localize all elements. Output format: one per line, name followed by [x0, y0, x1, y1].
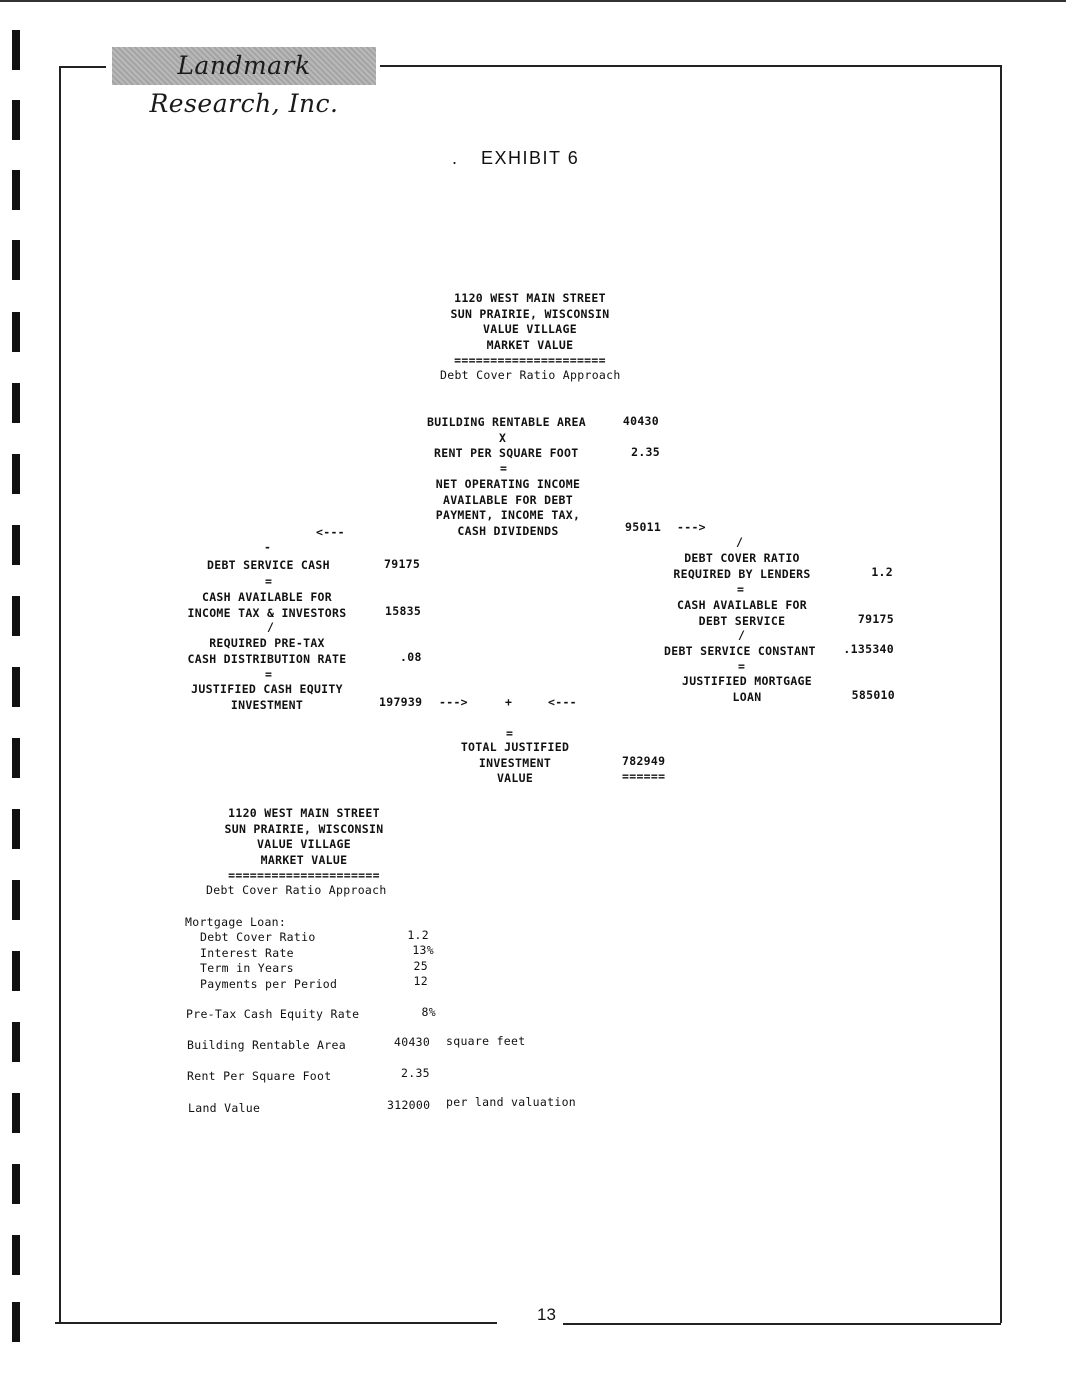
punch-mark: [12, 312, 20, 352]
exhibit-dot: .: [452, 148, 459, 168]
dsc-label: DEBT SERVICE CASH: [207, 558, 330, 572]
label-line: VALUE: [496, 771, 534, 785]
punch-mark: [12, 667, 20, 707]
total-value: 782949: [622, 754, 666, 768]
debt-service-cash-value: 79175: [857, 612, 894, 626]
punch-mark: [12, 100, 20, 140]
punch-mark: [12, 880, 20, 920]
punch-mark: [12, 454, 20, 494]
approach-title: Debt Cover Ratio Approach: [206, 883, 387, 897]
assumption-value: 12: [413, 974, 428, 988]
ds-constant-value: .135340: [843, 642, 894, 656]
address-line-2: SUN PRAIRIE, WISCONSIN: [450, 306, 610, 321]
label-line: CASH AVAILABLE FOR: [201, 590, 333, 604]
label-line: CASH DISTRIBUTION RATE: [187, 651, 347, 666]
property-name: VALUE VILLAGE: [483, 322, 577, 336]
address-line-2: SUN PRAIRIE, WISCONSIN: [224, 821, 384, 836]
rent-label: RENT PER SQUARE FOOT: [434, 446, 579, 460]
land-value-value: 312000: [387, 1098, 431, 1112]
label-line: CASH AVAILABLE FOR: [676, 598, 808, 612]
dcr-value: 1.2: [871, 565, 893, 579]
header-rule: =====================: [454, 353, 606, 367]
rent-value: 2.35: [631, 445, 660, 459]
mortgage-loan-label: [660, 674, 834, 705]
operator-plus: +: [505, 695, 513, 709]
distribution-rate-label: [180, 636, 354, 667]
operator-divide: /: [267, 620, 275, 634]
top-header-block: [420, 291, 640, 369]
arrow-right: --->: [439, 695, 468, 709]
frame-line: [55, 1322, 497, 1324]
bra-value: 40430: [622, 414, 659, 428]
punch-mark: [12, 738, 20, 778]
address-line-1: 1120 WEST MAIN STREET: [454, 291, 606, 305]
cash-investors-value: 15835: [385, 604, 422, 618]
punch-mark: [12, 240, 20, 280]
label-line: JUSTIFIED CASH EQUITY: [191, 682, 343, 696]
property-name: VALUE VILLAGE: [257, 837, 351, 851]
operator-equals: =: [265, 667, 273, 681]
rentable-area-value: 40430: [394, 1035, 431, 1049]
operator-equals: =: [738, 659, 746, 673]
cash-investors-label: [180, 590, 354, 621]
punch-mark: [12, 809, 20, 849]
punch-mark: [12, 596, 20, 636]
punch-mark: [12, 1022, 20, 1062]
assumption-value: 25: [413, 959, 428, 973]
assumption-label: Debt Cover Ratio: [200, 930, 316, 944]
debt-service-cash-label: [660, 598, 824, 629]
equity-rate-label: Pre-Tax Cash Equity Rate: [186, 1007, 360, 1021]
label-line: DEBT COVER RATIO: [684, 551, 800, 565]
label-line: JUSTIFIED MORTGAGE: [681, 674, 813, 688]
cash-equity-label: [180, 682, 354, 713]
noi-label: [420, 477, 596, 539]
label-line: REQUIRED BY LENDERS: [673, 566, 811, 581]
assumption-value: 13%: [412, 943, 434, 957]
noi-line: PAYMENT, INCOME TAX,: [435, 508, 581, 522]
dcr-label: [660, 551, 824, 582]
report-subtitle: MARKET VALUE: [260, 852, 348, 867]
land-value-note: per land valuation: [446, 1095, 577, 1109]
report-subtitle: MARKET VALUE: [486, 337, 574, 352]
punch-mark: [12, 1235, 20, 1275]
noi-line: AVAILABLE FOR DEBT: [442, 492, 574, 507]
total-rule: ======: [622, 769, 666, 783]
punch-mark: [12, 951, 20, 991]
arrow-right: --->: [677, 520, 706, 534]
distribution-rate-value: .08: [400, 650, 422, 664]
dsc-value: 79175: [384, 557, 421, 571]
approach-title: Debt Cover Ratio Approach: [440, 368, 621, 382]
punch-mark: [12, 383, 20, 423]
arrow-left: <---: [548, 695, 577, 709]
land-value-label: Land Value: [188, 1101, 261, 1115]
rent-psf-label: Rent Per Square Foot: [187, 1069, 332, 1083]
punch-mark: [12, 1093, 20, 1133]
total-label: [440, 740, 590, 787]
cash-equity-value: 197939: [379, 695, 423, 709]
punch-mark: [12, 30, 20, 70]
operator-divide: /: [736, 535, 744, 549]
label-line: INVESTMENT: [478, 755, 552, 770]
operator-equals: =: [506, 726, 514, 740]
mortgage-heading: Mortgage Loan:: [185, 915, 287, 929]
frame-line: [380, 65, 1002, 67]
rent-psf-value: 2.35: [401, 1066, 430, 1080]
frame-line: [60, 66, 106, 68]
noi-line: CASH DIVIDENDS: [457, 523, 559, 538]
operator-times: X: [499, 431, 507, 445]
operator-minus: -: [264, 540, 272, 554]
bottom-header-block: [194, 806, 414, 884]
exhibit-title: EXHIBIT 6: [481, 148, 580, 168]
label-line: INCOME TAX & INVESTORS: [187, 605, 347, 620]
ds-constant-label: DEBT SERVICE CONSTANT: [664, 644, 816, 658]
mortgage-loan-value: 585010: [851, 688, 895, 702]
noi-value: 95011: [625, 520, 662, 534]
assumption-label: Payments per Period: [200, 977, 338, 991]
operator-divide: /: [738, 628, 746, 642]
operator-equals: =: [737, 582, 745, 596]
header-rule: =====================: [228, 868, 380, 882]
noi-line: NET OPERATING INCOME: [435, 477, 581, 491]
frame-line: [1000, 65, 1002, 1323]
label-line: LOAN: [732, 689, 762, 704]
operator-equals: =: [265, 574, 273, 588]
assumption-label: Interest Rate: [200, 946, 294, 960]
label-line: INVESTMENT: [230, 697, 304, 712]
bra-label: BUILDING RENTABLE AREA: [427, 415, 586, 429]
label-line: REQUIRED PRE-TAX: [209, 636, 325, 650]
arrow-left: <---: [316, 525, 345, 539]
frame-line: [563, 1323, 1001, 1325]
punch-mark: [12, 170, 20, 210]
company-logo: Landmark Research, Inc.: [112, 47, 376, 85]
punch-mark: [12, 1302, 20, 1342]
label-line: DEBT SERVICE: [698, 613, 786, 628]
frame-line: [59, 66, 61, 1322]
label-line: TOTAL JUSTIFIED: [460, 740, 570, 754]
punch-mark: [12, 1164, 20, 1204]
address-line-1: 1120 WEST MAIN STREET: [228, 806, 380, 820]
assumption-label: Term in Years: [200, 961, 294, 975]
rentable-area-label: Building Rentable Area: [187, 1038, 346, 1052]
assumption-value: 1.2: [407, 928, 429, 942]
punch-mark: [12, 525, 20, 565]
rentable-area-unit: square feet: [446, 1034, 526, 1048]
page-number: 13: [537, 1305, 556, 1324]
page-top-edge: [0, 0, 1066, 2]
operator-equals: =: [500, 461, 508, 475]
equity-rate-value: 8%: [421, 1005, 436, 1019]
